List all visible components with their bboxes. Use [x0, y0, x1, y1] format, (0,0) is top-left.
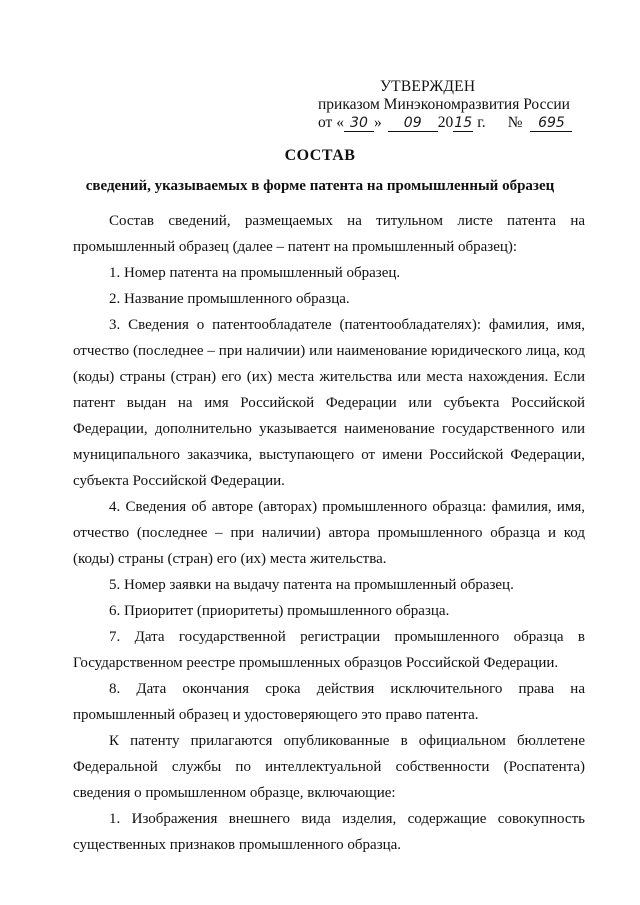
handwritten-year: 15 — [454, 115, 473, 131]
paragraph-attachments: К патенту прилагаются опубликованные в официальном бюллетене Федеральной службы по интеллектуальной собственности (Роспатента) сведения о промышленном образце, включающие: — [73, 733, 585, 801]
year-suffix: г. — [477, 114, 486, 131]
list-item: 1. Изображения внешнего вида изделия, содержащие совокупность существенных признаков промышленного образца. — [73, 811, 585, 853]
handwritten-number: 695 — [530, 116, 572, 132]
date-prefix: от « — [318, 114, 344, 131]
list-item: 2. Название промышленного образца. — [109, 291, 350, 307]
paragraph-intro: Состав сведений, размещаемых на титульном листе патента на промышленный образец (далее – патент на промышленный образец): — [73, 213, 585, 255]
list-item: 8. Дата окончания срока действия исключительного права на промышленный образец и удостоверяющего это право патента. — [73, 681, 585, 723]
list-item: 4. Сведения об авторе (авторах) промышленного образца: фамилия, имя, отчество (последнее – при наличии) автора промышленного образца и код (коды) страны (стран) его (их) места жительства. — [73, 499, 585, 567]
list-item: 6. Приоритет (приоритеты) промышленного образца. — [109, 603, 450, 619]
handwritten-day: 30 — [344, 116, 374, 132]
number-label: № — [507, 114, 523, 131]
document-body — [73, 208, 585, 858]
year-prefix: 20 — [437, 114, 454, 131]
handwritten-month: 09 — [388, 116, 438, 132]
document-title: СОСТАВ — [284, 147, 356, 164]
date-mid: » — [373, 114, 382, 131]
list-item: 3. Сведения о патентообладателе (патентообладателях): фамилия, имя, отчество (последнее – при наличии) или наименование юридического лица, код (коды) страны (стран) его (их) места жительства или места нахождения. Если патент выдан на имя Российской Федерации или субъекта Российской Федерации, дополнительно указывается наименование государственного или муниципального заказчика, выступающего от имени Российской Федерации, субъекта Российской Федерации. — [73, 317, 585, 489]
list-item: 5. Номер заявки на выдачу патента на промышленный образец. — [109, 577, 514, 593]
approval-date-line — [318, 114, 598, 132]
approval-order: приказом Минэкономразвития России — [318, 96, 570, 113]
document-subtitle: сведений, указываемых в форме патента на промышленный образец — [85, 178, 555, 194]
approval-title: УТВЕРЖДЕН — [380, 78, 476, 95]
list-item: 1. Номер патента на промышленный образец. — [109, 265, 401, 281]
approval-block — [318, 78, 598, 132]
list-item: 7. Дата государственной регистрации промышленного образца в Государственном реестре промышленных образцов Российской Федерации. — [73, 629, 585, 671]
